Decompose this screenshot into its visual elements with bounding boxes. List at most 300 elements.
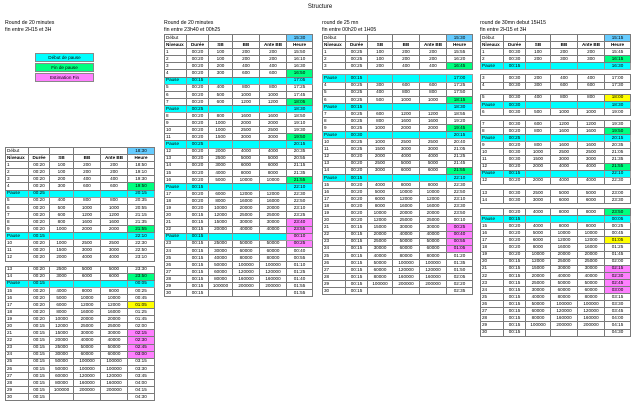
duration-cell: 00:20 xyxy=(187,63,209,70)
level-number: 2 xyxy=(481,56,504,63)
time-cell: 20:35 xyxy=(605,142,631,149)
sheet-title: Round de 20 minutes xyxy=(164,20,214,26)
level-row xyxy=(323,167,473,174)
ante-cell: 160000 xyxy=(578,315,605,322)
small-blind-cell: 10000 xyxy=(368,210,393,217)
empty-cell xyxy=(504,35,526,42)
big-blind-cell: 160000 xyxy=(551,315,578,322)
level-number: 10 xyxy=(6,240,29,247)
small-blind-cell: 80000 xyxy=(368,274,393,281)
level-number: 13 xyxy=(165,155,187,162)
level-number: 23 xyxy=(6,344,29,351)
level-row xyxy=(6,387,155,394)
duration-cell: 00:15 xyxy=(187,262,209,269)
ante-cell: 2500 xyxy=(260,127,287,134)
ante-cell: 10000 xyxy=(578,230,605,237)
duration-cell: 00:20 xyxy=(504,142,526,149)
level-row xyxy=(165,269,313,276)
level-number: 26 xyxy=(165,262,187,269)
level-number: 18 xyxy=(165,198,187,205)
ante-cell: 8000 xyxy=(260,169,287,176)
big-blind-cell: 3000 xyxy=(74,247,101,254)
small-blind-cell: 200 xyxy=(209,63,233,70)
small-blind-cell: 400 xyxy=(209,84,233,91)
small-blind-cell: 30000 xyxy=(526,287,551,294)
small-blind-cell: 3000 xyxy=(50,273,74,280)
small-blind-cell: 1000 xyxy=(50,226,74,233)
time-cell: 00:55 xyxy=(287,254,313,261)
big-blind-cell: 120000 xyxy=(551,308,578,315)
time-cell: 19:10 xyxy=(287,120,313,127)
time-cell: 23:10 xyxy=(287,205,313,212)
ante-cell xyxy=(260,183,287,190)
time-cell: 02:05 xyxy=(447,274,473,281)
duration-cell: 00:15 xyxy=(29,358,50,365)
time-cell: 04:30 xyxy=(128,394,155,401)
big-blind-cell: 1600 xyxy=(233,113,260,120)
big-blind-cell: 3000 xyxy=(233,134,260,141)
level-row xyxy=(165,70,313,77)
pause-label: Pause xyxy=(6,233,29,240)
duration-cell: 00:20 xyxy=(346,217,368,224)
ante-cell: 20000 xyxy=(578,251,605,258)
level-row xyxy=(165,98,313,105)
time-cell: 01:45 xyxy=(605,251,631,258)
big-blind-cell: 20000 xyxy=(233,205,260,212)
duration-cell: 00:20 xyxy=(187,98,209,105)
duration-cell: 00:15 xyxy=(29,280,50,287)
small-blind-cell: 2000 xyxy=(50,254,74,261)
sheet-title: round de 25 mn xyxy=(322,20,359,26)
big-blind-cell: 120000 xyxy=(74,372,101,379)
level-number: 28 xyxy=(323,274,346,281)
big-blind-cell: 1600 xyxy=(551,142,578,149)
level-number: 30 xyxy=(481,329,504,336)
duration-cell: 00:20 xyxy=(29,183,50,190)
level-number: 17 xyxy=(6,301,29,308)
big-blind-cell: 25000 xyxy=(233,212,260,219)
ante-cell: 6000 xyxy=(101,273,128,280)
big-blind-cell: 800 xyxy=(393,89,420,96)
pause-label: Pause xyxy=(481,63,504,70)
small-blind-cell: 12000 xyxy=(209,212,233,219)
ante-cell: 12000 xyxy=(420,196,447,203)
level-number: 21 xyxy=(165,219,187,226)
small-blind-cell xyxy=(526,63,551,70)
sheet-title: round de 30mn debut 15H15 xyxy=(480,20,547,26)
duration-cell: 00:20 xyxy=(187,84,209,91)
small-blind-cell: 5000 xyxy=(368,188,393,195)
small-blind-cell: 200 xyxy=(50,176,74,183)
level-row xyxy=(481,322,631,329)
level-number: 3 xyxy=(6,176,29,183)
big-blind-cell: 16000 xyxy=(74,309,101,316)
column-header: BB xyxy=(551,42,578,49)
column-header: SB xyxy=(368,42,393,49)
big-blind-cell: 400 xyxy=(551,75,578,82)
level-number: 10 xyxy=(481,149,504,156)
ante-cell: 100000 xyxy=(101,358,128,365)
level-number: 13 xyxy=(481,189,504,196)
big-blind-cell: 1200 xyxy=(393,110,420,117)
time-cell: 00:25 xyxy=(287,240,313,247)
column-header: BB xyxy=(74,155,101,162)
duration-cell: 00:20 xyxy=(504,208,526,215)
time-cell: 22:50 xyxy=(287,198,313,205)
level-row xyxy=(323,217,473,224)
ante-cell: 400 xyxy=(578,75,605,82)
small-blind-cell: 40000 xyxy=(209,254,233,261)
time-cell: 22:30 xyxy=(287,191,313,198)
time-cell: 18:05 xyxy=(287,98,313,105)
time-cell: 20:35 xyxy=(128,197,155,204)
small-blind-cell: 20000 xyxy=(209,226,233,233)
small-blind-cell: 60000 xyxy=(50,372,74,379)
small-blind-cell: 80000 xyxy=(50,380,74,387)
big-blind-cell: 200 xyxy=(393,56,420,63)
level-row xyxy=(6,240,155,247)
ante-cell: 3000 xyxy=(578,156,605,163)
duration-cell: 00:20 xyxy=(187,127,209,134)
level-row xyxy=(165,262,313,269)
ante-cell: 40000 xyxy=(260,226,287,233)
column-header: Ante BB xyxy=(420,42,447,49)
ante-cell: 1200 xyxy=(578,120,605,127)
ante-cell: 120000 xyxy=(420,267,447,274)
small-blind-cell: 10000 xyxy=(50,316,74,323)
duration-cell: 00:25 xyxy=(346,96,368,103)
column-header: Niveaux xyxy=(165,42,187,49)
big-blind-cell xyxy=(551,135,578,142)
start-label: Début xyxy=(165,35,187,42)
ante-cell xyxy=(101,394,128,401)
level-number: 20 xyxy=(323,217,346,224)
level-row xyxy=(165,276,313,283)
time-cell: 20:40 xyxy=(447,139,473,146)
ante-cell: 16000 xyxy=(578,244,605,251)
level-row xyxy=(323,224,473,231)
start-label: Début xyxy=(323,35,346,42)
duration-cell: 00:20 xyxy=(187,176,209,183)
time-cell: 23:30 xyxy=(447,203,473,210)
small-blind-cell: 15000 xyxy=(526,265,551,272)
level-number: 7 xyxy=(165,98,187,105)
column-header: Heure xyxy=(447,42,473,49)
small-blind-cell: 300 xyxy=(526,82,551,89)
big-blind-cell: 10000 xyxy=(551,230,578,237)
pause-row xyxy=(165,233,313,240)
duration-cell: 00:25 xyxy=(346,89,368,96)
ante-cell: 6000 xyxy=(420,167,447,174)
ante-cell: 30000 xyxy=(260,219,287,226)
level-row xyxy=(481,279,631,286)
page-title: Structure xyxy=(307,4,333,10)
big-blind-cell xyxy=(233,141,260,148)
level-number: 14 xyxy=(481,196,504,203)
ante-cell xyxy=(578,63,605,70)
ante-cell: 1000 xyxy=(420,96,447,103)
small-blind-cell: 2500 xyxy=(50,266,74,273)
big-blind-cell: 12000 xyxy=(74,301,101,308)
small-blind-cell: 8000 xyxy=(368,203,393,210)
big-blind-cell: 1200 xyxy=(551,120,578,127)
ante-cell: 1600 xyxy=(260,113,287,120)
big-blind-cell: 600 xyxy=(74,183,101,190)
big-blind-cell: 50000 xyxy=(233,240,260,247)
level-row xyxy=(6,380,155,387)
blind-structure-table xyxy=(322,34,473,295)
duration-cell: 00:20 xyxy=(29,162,50,169)
duration-cell: 00:15 xyxy=(504,322,526,329)
start-row xyxy=(6,148,155,155)
ante-cell: 2000 xyxy=(420,125,447,132)
level-number: 4 xyxy=(481,82,504,89)
level-row xyxy=(165,63,313,70)
legend-estimation-fin: Estimation Fin xyxy=(35,73,94,82)
small-blind-cell: 5000 xyxy=(526,230,551,237)
pause-label: Pause xyxy=(481,216,504,223)
big-blind-cell: 6000 xyxy=(551,196,578,203)
empty-cell xyxy=(420,35,447,42)
small-blind-cell: 30000 xyxy=(368,245,393,252)
duration-cell: 00:30 xyxy=(504,49,526,56)
time-cell: 02:35 xyxy=(447,288,473,295)
small-blind-cell: 100 xyxy=(209,49,233,56)
sheet-heading xyxy=(322,20,473,33)
level-number: 5 xyxy=(6,197,29,204)
level-number: 2 xyxy=(165,56,187,63)
ante-cell xyxy=(260,233,287,240)
level-number: 13 xyxy=(323,160,346,167)
ante-cell: 200 xyxy=(420,56,447,63)
big-blind-cell: 4000 xyxy=(551,163,578,170)
level-number: 25 xyxy=(6,358,29,365)
duration-cell: 00:20 xyxy=(187,56,209,63)
duration-cell: 00:30 xyxy=(504,120,526,127)
ante-cell: 1600 xyxy=(578,128,605,135)
time-cell: 01:05 xyxy=(128,301,155,308)
big-blind-cell xyxy=(551,216,578,223)
level-number: 5 xyxy=(323,89,346,96)
level-row xyxy=(6,254,155,261)
level-number: 16 xyxy=(481,230,504,237)
big-blind-cell: 200 xyxy=(233,56,260,63)
big-blind-cell: 6000 xyxy=(393,167,420,174)
big-blind-cell: 200 xyxy=(551,49,578,56)
sheet-heading xyxy=(480,20,631,33)
level-row xyxy=(165,212,313,219)
duration-cell: 00:25 xyxy=(187,105,209,112)
ante-cell: 16000 xyxy=(420,203,447,210)
time-cell: 20:15 xyxy=(605,135,631,142)
ante-cell: 60000 xyxy=(101,351,128,358)
ante-cell: 3000 xyxy=(420,146,447,153)
level-number: 4 xyxy=(165,70,187,77)
level-row xyxy=(6,247,155,254)
big-blind-cell: 100000 xyxy=(74,365,101,372)
level-row xyxy=(6,218,155,225)
time-cell: 00:25 xyxy=(605,223,631,230)
ante-cell: 4000 xyxy=(420,153,447,160)
small-blind-cell: 15000 xyxy=(209,219,233,226)
duration-cell: 00:15 xyxy=(187,247,209,254)
level-number: 6 xyxy=(481,108,504,115)
pause-label: Pause xyxy=(165,105,187,112)
level-row xyxy=(165,91,313,98)
small-blind-cell xyxy=(526,101,551,108)
ante-cell: 200 xyxy=(260,56,287,63)
duration-cell: 00:20 xyxy=(187,91,209,98)
time-cell: 03:45 xyxy=(128,372,155,379)
duration-cell: 00:20 xyxy=(187,134,209,141)
duration-cell: 00:20 xyxy=(29,309,50,316)
legend-debut-pause: Début de pause xyxy=(35,53,94,62)
small-blind-cell: 1000 xyxy=(526,149,551,156)
ante-cell: 600 xyxy=(260,70,287,77)
ante-cell xyxy=(101,190,128,197)
small-blind-cell xyxy=(209,183,233,190)
pause-label: Pause xyxy=(481,101,504,108)
small-blind-cell xyxy=(50,233,74,240)
small-blind-cell: 4000 xyxy=(50,287,74,294)
duration-cell: 00:30 xyxy=(504,156,526,163)
big-blind-cell: 30000 xyxy=(74,330,101,337)
time-cell: 21:15 xyxy=(128,211,155,218)
small-blind-cell xyxy=(50,280,74,287)
pause-label: Pause xyxy=(165,141,187,148)
duration-cell: 00:20 xyxy=(504,163,526,170)
level-number: 17 xyxy=(481,237,504,244)
level-number: 21 xyxy=(481,265,504,272)
level-row xyxy=(6,358,155,365)
small-blind-cell: 800 xyxy=(368,118,393,125)
level-row xyxy=(323,259,473,266)
ante-cell: 1200 xyxy=(101,211,128,218)
small-blind-cell: 2500 xyxy=(209,155,233,162)
small-blind-cell xyxy=(209,77,233,84)
small-blind-cell xyxy=(368,288,393,295)
level-row xyxy=(481,208,631,215)
level-row xyxy=(165,219,313,226)
small-blind-cell: 25000 xyxy=(209,240,233,247)
ante-cell: 100000 xyxy=(420,259,447,266)
ante-cell: 6000 xyxy=(578,196,605,203)
level-row xyxy=(323,153,473,160)
level-number: 22 xyxy=(323,231,346,238)
level-number: 13 xyxy=(6,266,29,273)
ante-cell: 10000 xyxy=(260,176,287,183)
time-cell: 23:10 xyxy=(447,196,473,203)
level-row xyxy=(481,237,631,244)
level-row xyxy=(481,56,631,63)
level-number: 12 xyxy=(6,254,29,261)
big-blind-cell: 400 xyxy=(233,63,260,70)
time-cell: 02:30 xyxy=(605,272,631,279)
level-number: 24 xyxy=(165,247,187,254)
empty-cell xyxy=(578,35,605,42)
big-blind-cell xyxy=(233,183,260,190)
pause-row xyxy=(481,216,631,223)
time-cell: 23:30 xyxy=(605,196,631,203)
pause-row xyxy=(481,63,631,70)
big-blind-cell: 16000 xyxy=(233,198,260,205)
duration-cell: 00:30 xyxy=(346,132,368,139)
column-header: Niveaux xyxy=(481,42,504,49)
time-cell: 16:45 xyxy=(447,63,473,70)
level-number: 3 xyxy=(481,75,504,82)
time-cell: 01:45 xyxy=(128,316,155,323)
level-row xyxy=(481,163,631,170)
pause-label: Pause xyxy=(165,233,187,240)
ante-cell: 25000 xyxy=(101,323,128,330)
level-number: 30 xyxy=(6,394,29,401)
small-blind-cell: 6000 xyxy=(368,196,393,203)
small-blind-cell: 25000 xyxy=(526,279,551,286)
small-blind-cell: 3000 xyxy=(209,162,233,169)
duration-cell: 00:20 xyxy=(346,210,368,217)
start-row xyxy=(165,35,313,42)
duration-cell: 00:15 xyxy=(187,283,209,290)
time-cell: 00:40 xyxy=(287,247,313,254)
big-blind-cell: 3000 xyxy=(551,156,578,163)
column-header: Durée xyxy=(504,42,526,49)
duration-cell: 00:15 xyxy=(29,394,50,401)
duration-cell: 00:25 xyxy=(187,141,209,148)
ante-cell: 400 xyxy=(420,63,447,70)
level-row xyxy=(481,329,631,336)
ante-cell: 600 xyxy=(578,82,605,89)
time-cell: 04:15 xyxy=(605,322,631,329)
ante-cell: 120000 xyxy=(101,372,128,379)
duration-cell: 00:15 xyxy=(29,387,50,394)
small-blind-cell: 12000 xyxy=(526,258,551,265)
level-number: 7 xyxy=(323,110,346,117)
duration-cell: 00:25 xyxy=(346,125,368,132)
level-row xyxy=(481,315,631,322)
time-cell: 21:55 xyxy=(447,167,473,174)
column-header: Heure xyxy=(605,42,631,49)
small-blind-cell xyxy=(50,190,74,197)
ante-cell: 30000 xyxy=(101,330,128,337)
ante-cell: 2000 xyxy=(101,226,128,233)
duration-cell: 00:20 xyxy=(504,230,526,237)
big-blind-cell: 40000 xyxy=(393,231,420,238)
column-header: Niveaux xyxy=(323,42,346,49)
level-number: 8 xyxy=(165,113,187,120)
time-cell: 15:45 xyxy=(605,49,631,56)
big-blind-cell: 12000 xyxy=(233,191,260,198)
time-cell: 22:10 xyxy=(287,183,313,190)
big-blind-cell: 4000 xyxy=(393,153,420,160)
level-number: 22 xyxy=(165,226,187,233)
level-number: 28 xyxy=(6,380,29,387)
big-blind-cell: 1000 xyxy=(74,204,101,211)
level-row xyxy=(6,323,155,330)
time-cell: 00:25 xyxy=(128,287,155,294)
empty-cell xyxy=(393,35,420,42)
time-cell: 22:30 xyxy=(128,240,155,247)
column-header: Ante BB xyxy=(101,155,128,162)
pause-row xyxy=(323,174,473,181)
ante-cell: 200 xyxy=(420,49,447,56)
level-row xyxy=(165,84,313,91)
big-blind-cell: 25000 xyxy=(393,217,420,224)
big-blind-cell: 10000 xyxy=(233,176,260,183)
big-blind-cell: 200000 xyxy=(393,281,420,288)
ante-cell: 200000 xyxy=(260,283,287,290)
big-blind-cell: 1000 xyxy=(393,96,420,103)
time-cell: 21:05 xyxy=(447,146,473,153)
